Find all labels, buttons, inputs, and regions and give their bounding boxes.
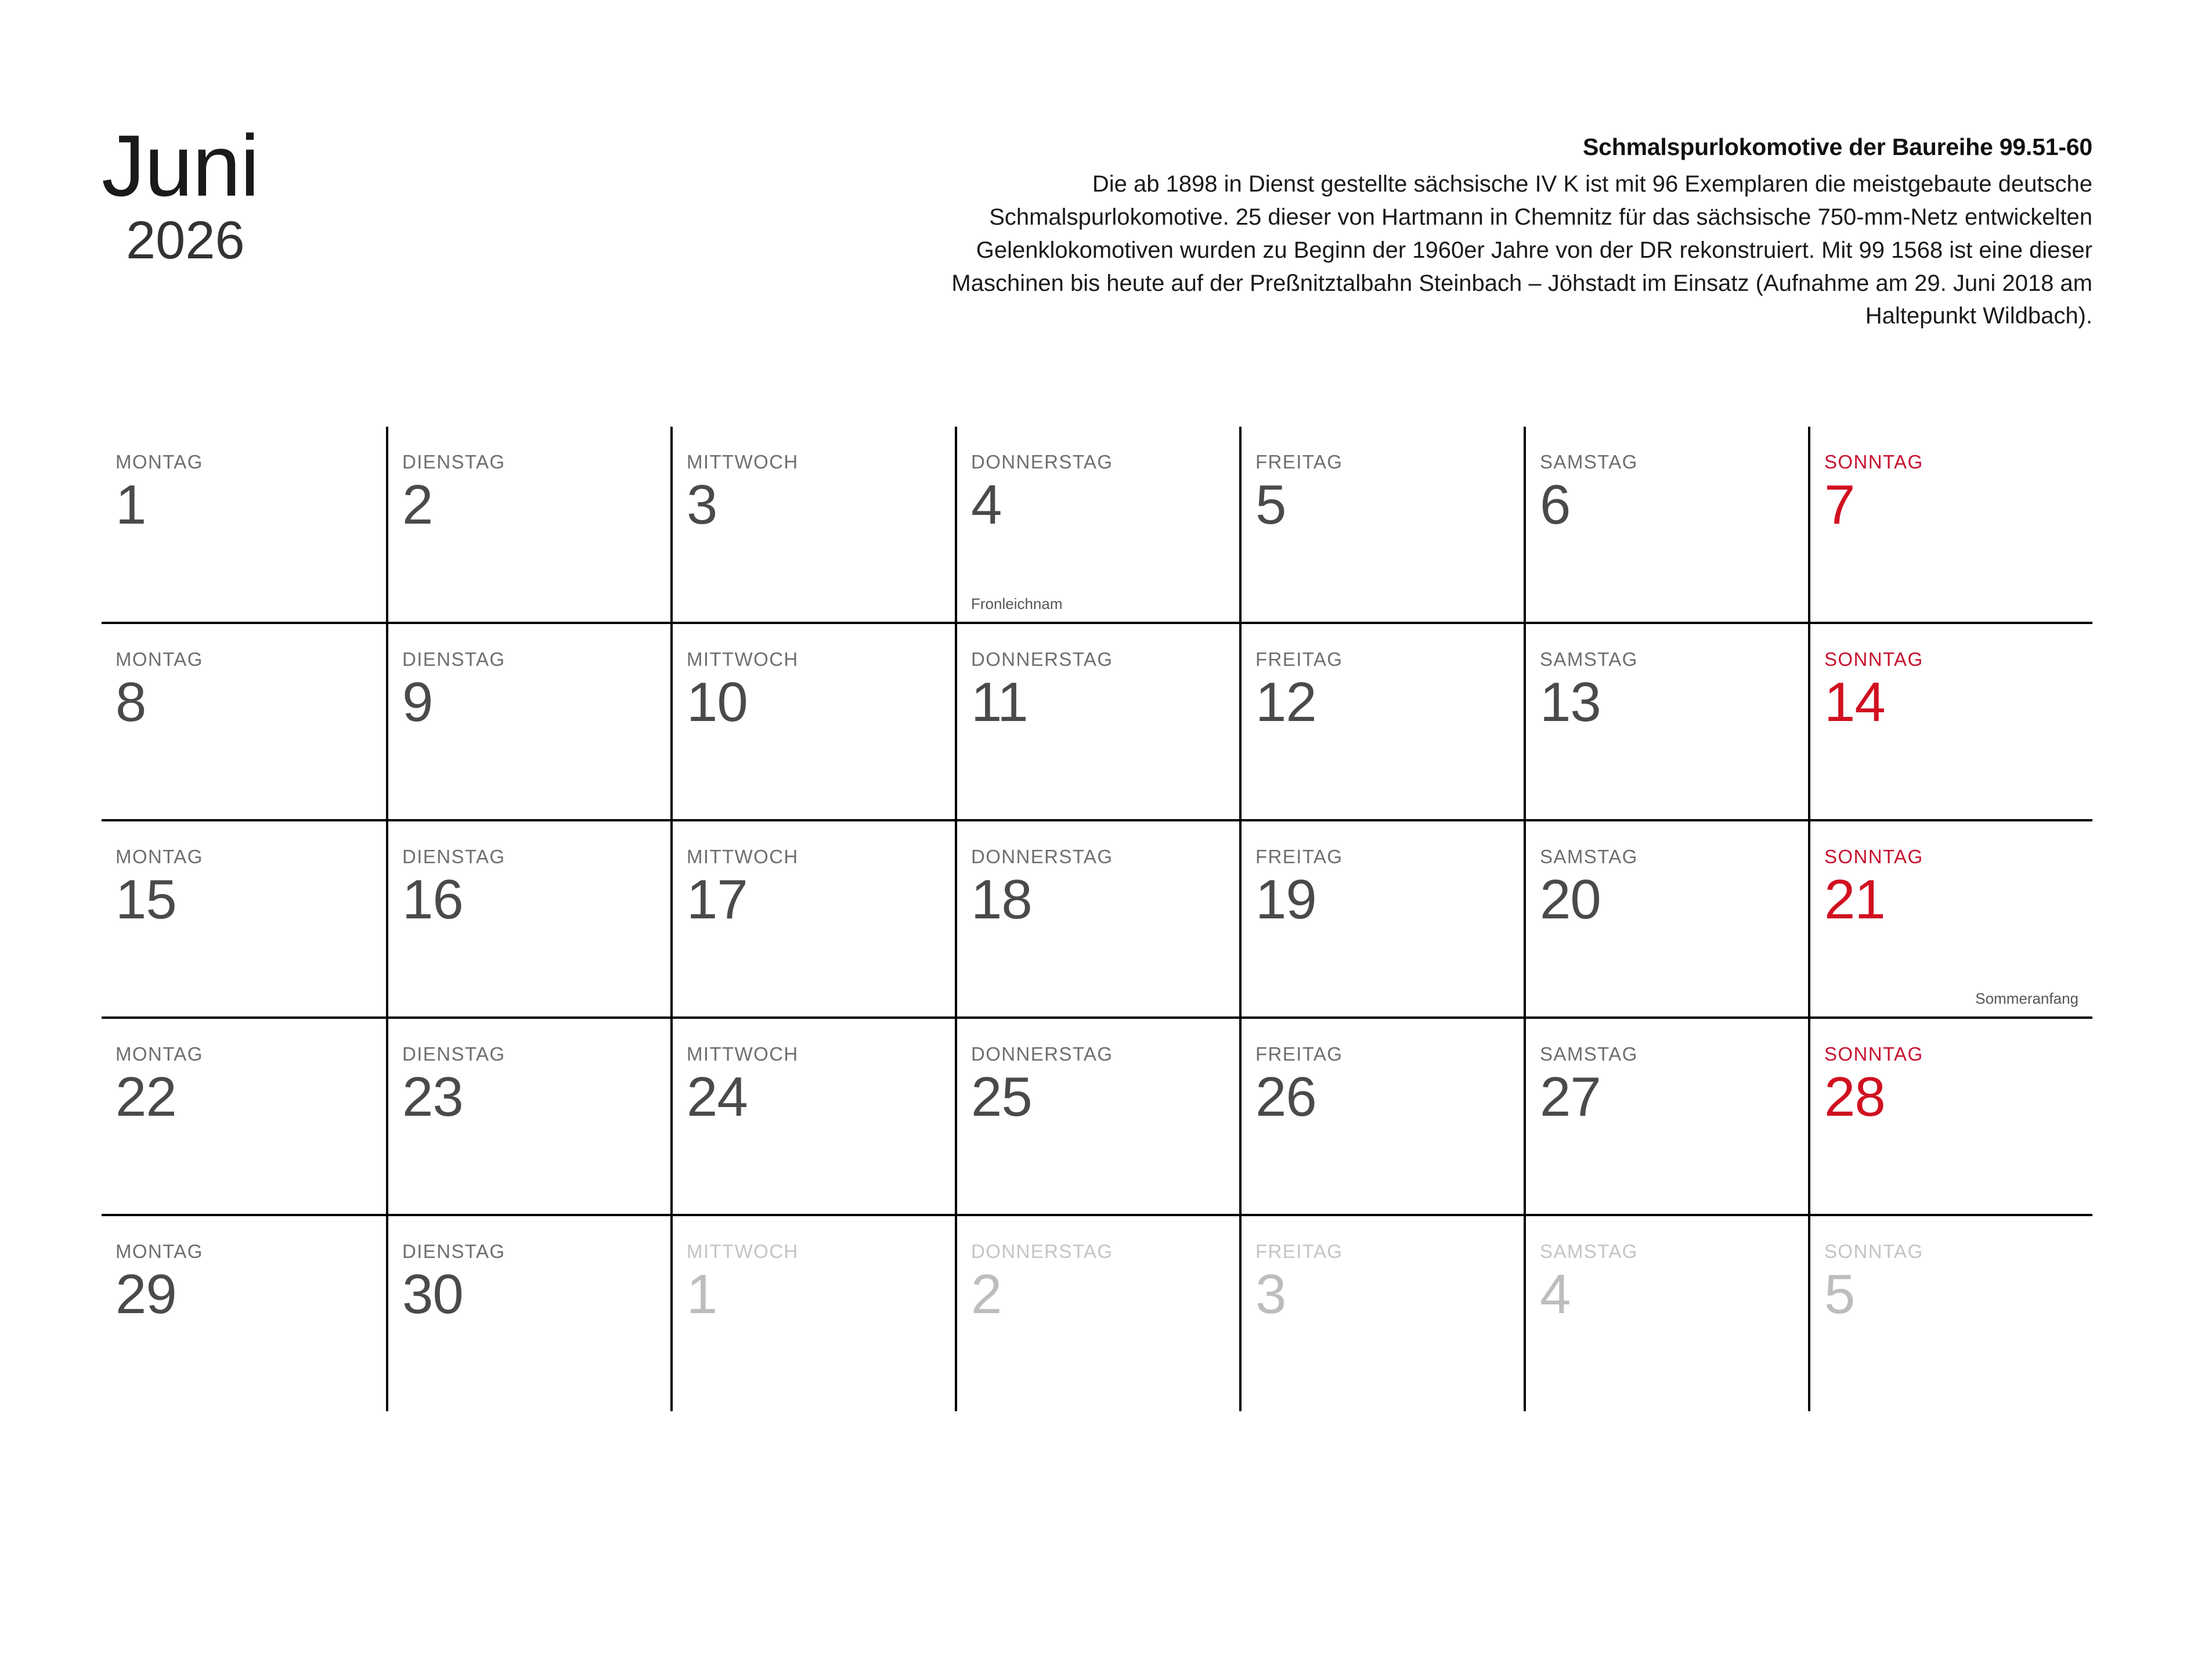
day-number: 22 bbox=[116, 1066, 176, 1128]
calendar-day-cell[interactable] bbox=[670, 821, 955, 1016]
calendar-day-cell[interactable] bbox=[386, 1216, 670, 1411]
day-number: 24 bbox=[687, 1066, 748, 1128]
calendar-week-row bbox=[102, 622, 2092, 819]
day-weekday-label: SONNTAG bbox=[1824, 846, 1924, 867]
calendar-day-cell[interactable] bbox=[102, 1019, 386, 1214]
calendar-week-row bbox=[102, 819, 2092, 1016]
calendar-day-cell[interactable] bbox=[1524, 427, 1808, 622]
day-weekday-label: SAMSTAG bbox=[1540, 451, 1638, 473]
day-weekday-label: DONNERSTAG bbox=[971, 846, 1113, 867]
month-name: Juni bbox=[102, 117, 259, 214]
calendar-day-cell[interactable] bbox=[386, 427, 670, 622]
day-weekday-label: SONNTAG bbox=[1824, 648, 1924, 670]
day-number: 1 bbox=[116, 474, 146, 536]
day-number: 18 bbox=[971, 868, 1032, 931]
day-weekday-label: FREITAG bbox=[1255, 1043, 1343, 1065]
day-weekday-label: MITTWOCH bbox=[687, 1241, 799, 1262]
day-number: 13 bbox=[1540, 671, 1601, 733]
day-weekday-label: DIENSTAG bbox=[402, 1043, 506, 1065]
month-title-block bbox=[102, 117, 259, 270]
day-weekday-label: MONTAG bbox=[116, 846, 203, 867]
day-weekday-label: DONNERSTAG bbox=[971, 648, 1113, 670]
day-number: 4 bbox=[971, 474, 1002, 536]
day-weekday-label: FREITAG bbox=[1255, 1241, 1343, 1262]
day-weekday-label: SAMSTAG bbox=[1540, 1241, 1638, 1262]
day-weekday-label: DIENSTAG bbox=[402, 648, 506, 670]
calendar-week-row bbox=[102, 427, 2092, 622]
calendar-day-cell[interactable] bbox=[102, 821, 386, 1016]
day-number: 5 bbox=[1255, 474, 1286, 536]
day-weekday-label: MITTWOCH bbox=[687, 846, 799, 867]
day-number: 30 bbox=[402, 1263, 463, 1325]
day-weekday-label: MONTAG bbox=[116, 1043, 203, 1065]
calendar-day-cell[interactable] bbox=[955, 1216, 1239, 1411]
day-weekday-label: SONNTAG bbox=[1824, 1043, 1924, 1065]
page-header bbox=[0, 0, 2194, 406]
day-weekday-label: MONTAG bbox=[116, 451, 203, 473]
day-number: 29 bbox=[116, 1263, 176, 1325]
day-number: 10 bbox=[687, 671, 748, 733]
calendar-day-cell[interactable] bbox=[955, 821, 1239, 1016]
calendar-day-cell[interactable] bbox=[1524, 624, 1808, 819]
day-weekday-label: DIENSTAG bbox=[402, 1241, 506, 1262]
calendar-day-cell[interactable] bbox=[1524, 1019, 1808, 1214]
calendar-day-cell[interactable] bbox=[955, 1019, 1239, 1214]
day-weekday-label: MITTWOCH bbox=[687, 1043, 799, 1065]
calendar-day-cell[interactable] bbox=[102, 624, 386, 819]
calendar-day-cell[interactable] bbox=[386, 821, 670, 1016]
calendar-day-cell[interactable] bbox=[1808, 624, 2092, 819]
calendar-day-cell[interactable] bbox=[1524, 821, 1808, 1016]
day-note: Fronleichnam bbox=[971, 595, 1063, 613]
day-number: 11 bbox=[971, 671, 1028, 733]
description-block bbox=[937, 132, 2092, 333]
calendar-day-cell[interactable] bbox=[102, 427, 386, 622]
calendar-day-cell[interactable] bbox=[386, 624, 670, 819]
day-number: 2 bbox=[402, 474, 433, 536]
day-note: Sommeranfang bbox=[1975, 990, 2078, 1008]
calendar-week-row bbox=[102, 1016, 2092, 1214]
month-year: 2026 bbox=[126, 211, 245, 270]
day-weekday-label: MONTAG bbox=[116, 648, 203, 670]
day-number: 17 bbox=[687, 868, 748, 931]
day-number: 7 bbox=[1824, 474, 1855, 536]
calendar-grid bbox=[102, 427, 2092, 1402]
calendar-day-cell[interactable] bbox=[955, 624, 1239, 819]
day-weekday-label: FREITAG bbox=[1255, 846, 1343, 867]
day-number: 6 bbox=[1540, 474, 1571, 536]
day-number: 19 bbox=[1255, 868, 1316, 931]
day-number: 20 bbox=[1540, 868, 1601, 931]
day-weekday-label: DONNERSTAG bbox=[971, 1241, 1113, 1262]
day-number: 3 bbox=[1255, 1263, 1286, 1325]
day-weekday-label: FREITAG bbox=[1255, 648, 1343, 670]
day-number: 25 bbox=[971, 1066, 1032, 1128]
day-weekday-label: DIENSTAG bbox=[402, 846, 506, 867]
day-number: 28 bbox=[1824, 1066, 1885, 1128]
calendar-day-cell[interactable] bbox=[1239, 1019, 1524, 1214]
day-weekday-label: SONNTAG bbox=[1824, 451, 1924, 473]
day-weekday-label: SAMSTAG bbox=[1540, 648, 1638, 670]
day-weekday-label: MONTAG bbox=[116, 1241, 203, 1262]
day-number: 1 bbox=[687, 1263, 717, 1325]
day-number: 12 bbox=[1255, 671, 1316, 733]
day-weekday-label: DONNERSTAG bbox=[971, 1043, 1113, 1065]
calendar-day-cell[interactable] bbox=[102, 1216, 386, 1411]
day-weekday-label: SAMSTAG bbox=[1540, 846, 1638, 867]
calendar-day-cell[interactable] bbox=[1808, 427, 2092, 622]
day-number: 8 bbox=[116, 671, 146, 733]
day-weekday-label: SONNTAG bbox=[1824, 1241, 1924, 1262]
day-weekday-label: SAMSTAG bbox=[1540, 1043, 1638, 1065]
calendar-day-cell[interactable] bbox=[386, 1019, 670, 1214]
day-weekday-label: FREITAG bbox=[1255, 451, 1343, 473]
day-number: 16 bbox=[402, 868, 463, 931]
day-number: 2 bbox=[971, 1263, 1002, 1325]
day-number: 5 bbox=[1824, 1263, 1855, 1325]
calendar-day-cell[interactable] bbox=[955, 427, 1239, 622]
day-number: 26 bbox=[1255, 1066, 1316, 1128]
day-weekday-label: DIENSTAG bbox=[402, 451, 506, 473]
day-number: 21 bbox=[1824, 868, 1885, 931]
calendar-day-cell[interactable] bbox=[1239, 821, 1524, 1016]
day-number: 27 bbox=[1540, 1066, 1601, 1128]
description-body: Die ab 1898 in Dienst gestellte sächsische IV K ist mit 96 Exemplaren die meistgebaute deutsche Schmalspurlokomotive. 25 dieser von Hartmann in Chemnitz für das sächsische 750-mm-Netz entwickelten Gelenklokomotiven wurden zu Beginn der 1960er Jahre von der DR rekonstruiert. Mit 99 1568 ist eine dieser Maschinen bis heute auf der Preßnitztalbahn Steinbach – Jöhstadt im Einsatz (Aufnahme am 29. Juni 2018 am Haltepunkt Wildbach). bbox=[951, 171, 2092, 329]
day-weekday-label: DONNERSTAG bbox=[971, 451, 1113, 473]
day-number: 14 bbox=[1824, 671, 1885, 733]
description-title: Schmalspurlokomotive der Baureihe 99.51-60 bbox=[1582, 134, 2092, 160]
calendar-day-cell[interactable] bbox=[1239, 624, 1524, 819]
calendar-day-cell[interactable] bbox=[670, 1216, 955, 1411]
day-number: 23 bbox=[402, 1066, 463, 1128]
day-number: 15 bbox=[116, 868, 176, 931]
calendar-day-cell[interactable] bbox=[1239, 427, 1524, 622]
calendar-day-cell[interactable] bbox=[1808, 1019, 2092, 1214]
calendar-day-cell[interactable] bbox=[1524, 1216, 1808, 1411]
calendar-day-cell[interactable] bbox=[1808, 821, 2092, 1016]
day-number: 3 bbox=[687, 474, 717, 536]
day-number: 9 bbox=[402, 671, 433, 733]
day-weekday-label: MITTWOCH bbox=[687, 648, 799, 670]
calendar-day-cell[interactable] bbox=[1239, 1216, 1524, 1411]
calendar-day-cell[interactable] bbox=[670, 427, 955, 622]
calendar-week-row bbox=[102, 1214, 2092, 1411]
day-weekday-label: MITTWOCH bbox=[687, 451, 799, 473]
day-number: 4 bbox=[1540, 1263, 1571, 1325]
calendar-day-cell[interactable] bbox=[670, 1019, 955, 1214]
calendar-day-cell[interactable] bbox=[1808, 1216, 2092, 1411]
calendar-day-cell[interactable] bbox=[670, 624, 955, 819]
